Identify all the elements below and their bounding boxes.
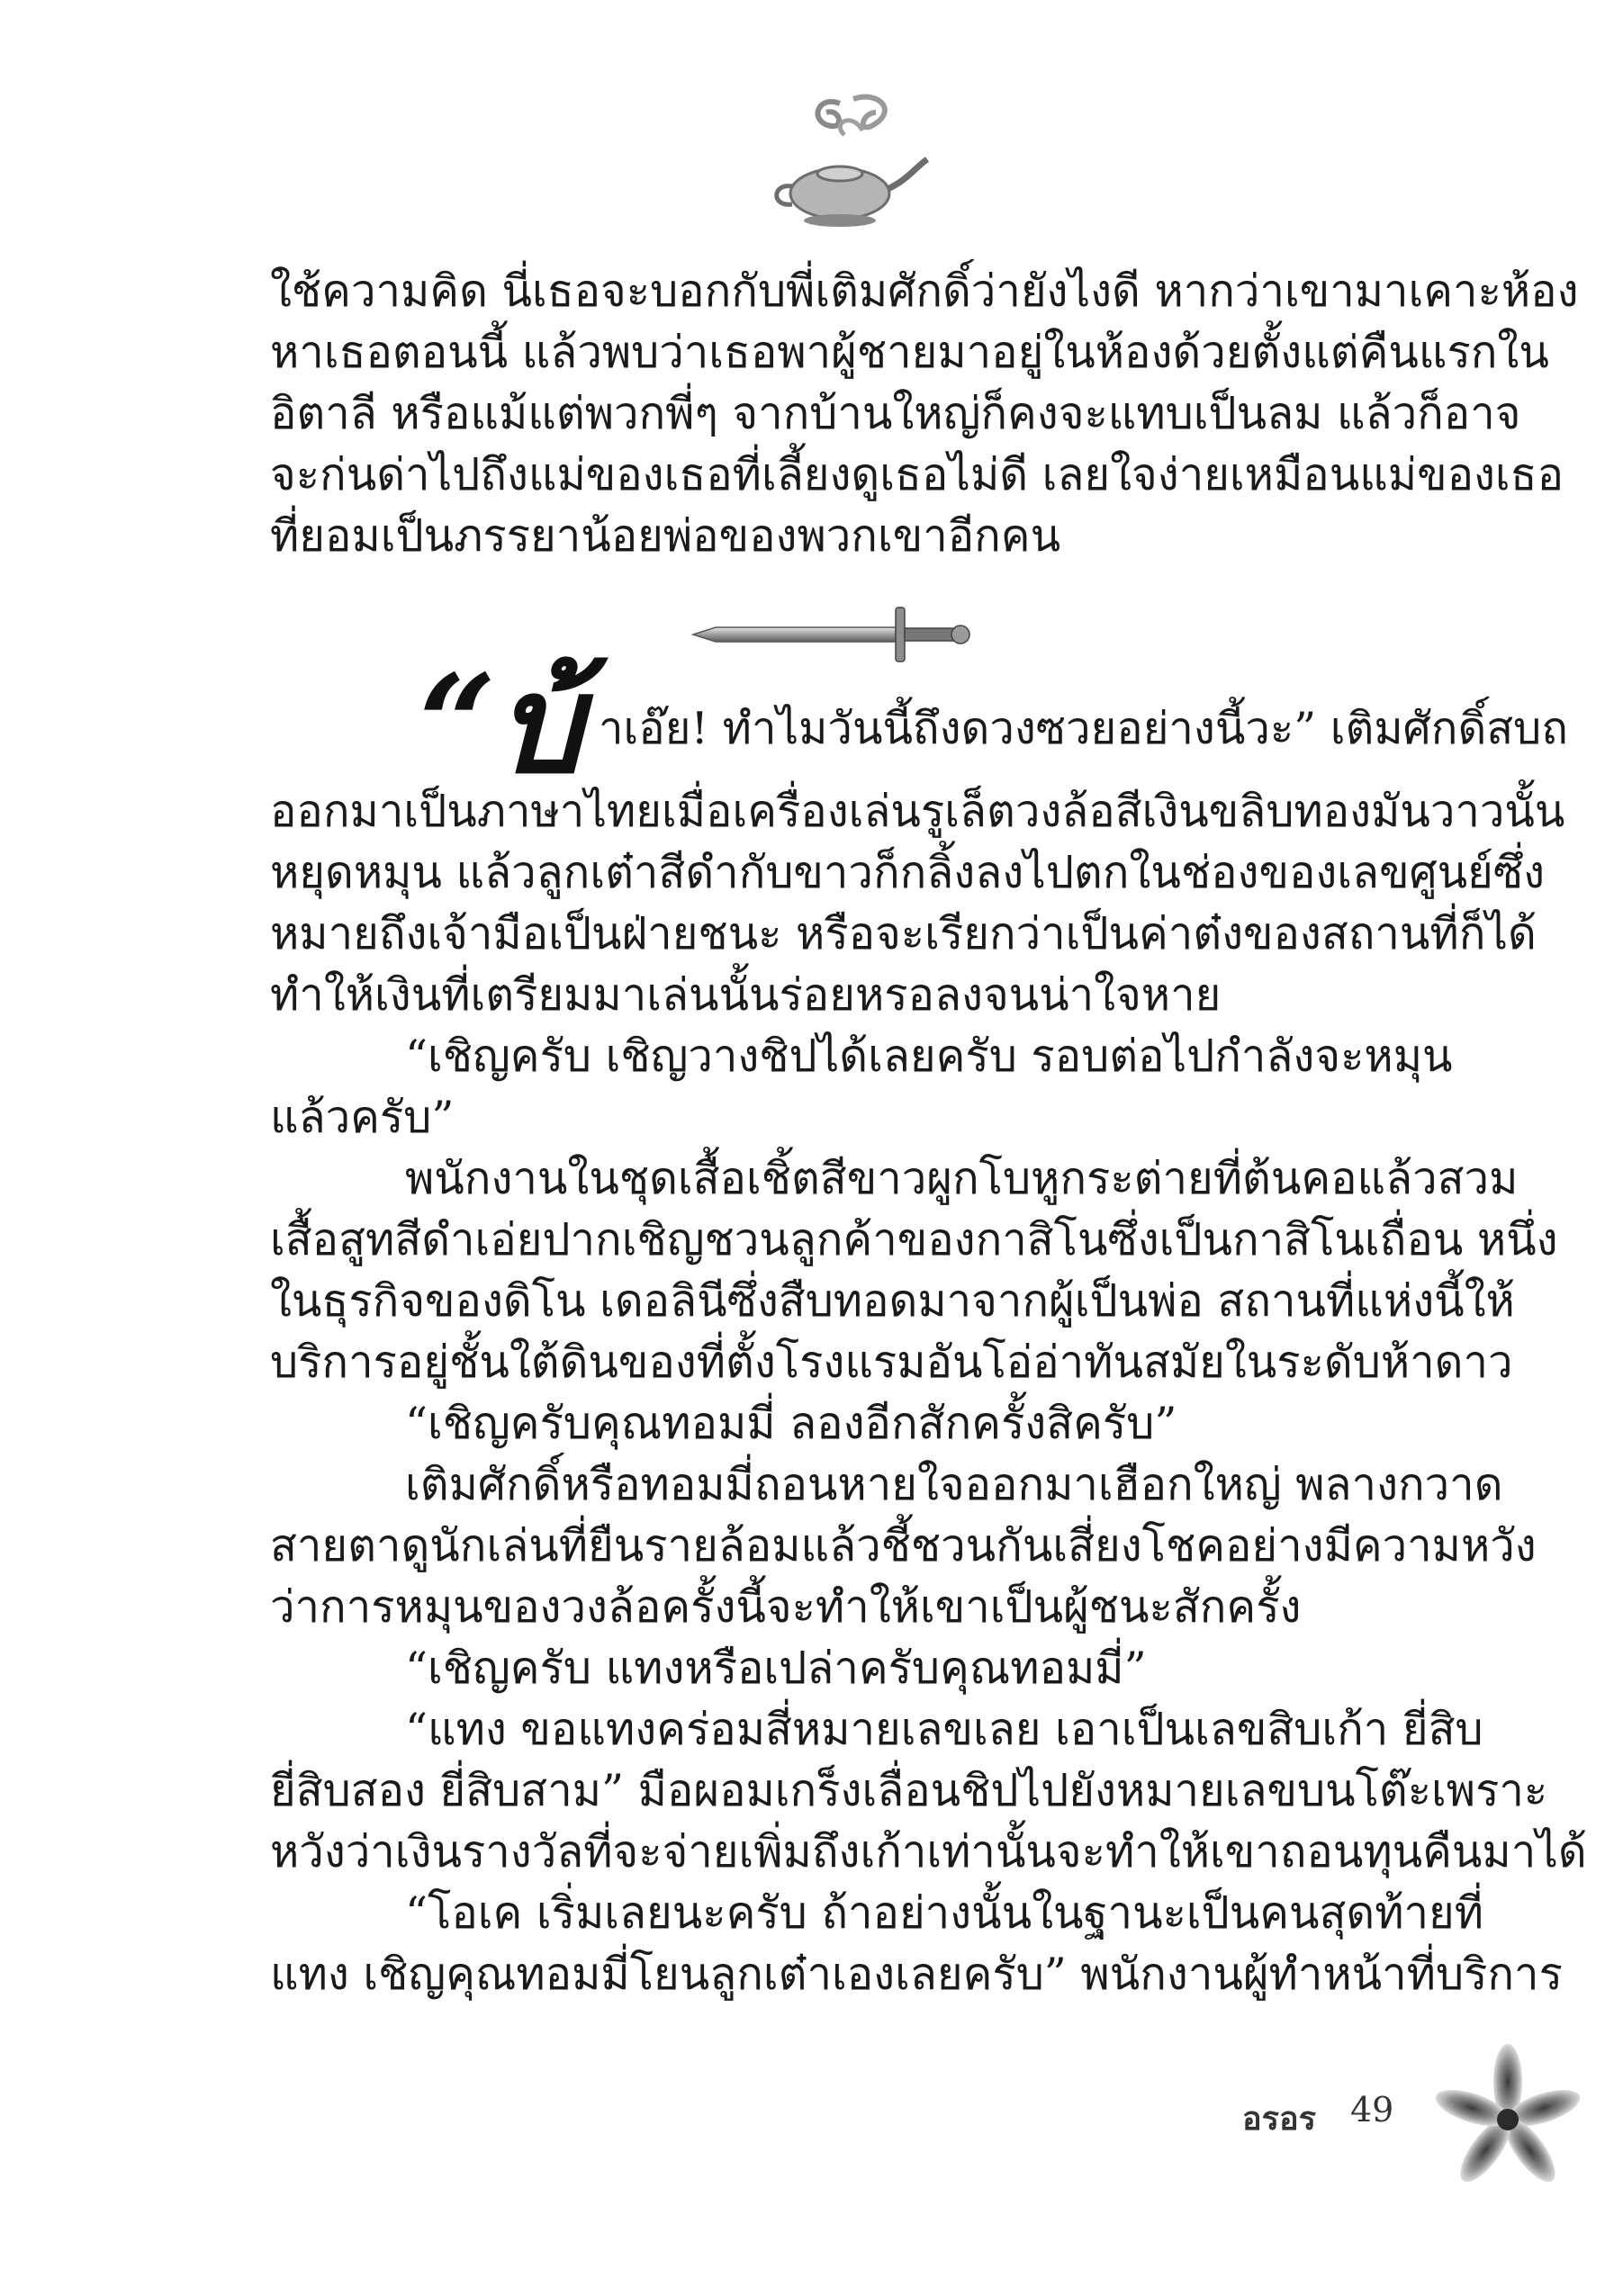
page-number: 49 (1350, 2090, 1394, 2129)
text-line: “เชิญครับ เชิญวางชิปได้เลยครับ รอบต่อไปกำลังจะหมุน (405, 1031, 1453, 1082)
text-line: ยี่สิบสอง ยี่สิบสาม” มือผอมเกร็งเลื่อนชิปไปยังหมายเลขบนโต๊ะเพราะ (270, 1765, 1548, 1816)
text-line: สายตาดูนักเล่นที่ยืนรายล้อมแล้วชี้ชวนกันเสี่ยงโชคอย่างมีความหวัง (270, 1520, 1537, 1571)
text-line: อิตาลี หรือแม้แต่พวกพี่ๆ จากบ้านใหญ่ก็คงจะแทบเป็นลม แล้วก็อาจ (270, 388, 1521, 439)
text-line: “เชิญครับ แทงหรือเปล่าครับคุณทอมมี่” (405, 1643, 1147, 1694)
paragraph-1 (270, 261, 1579, 567)
text-line: ที่ยอมเป็นภรรยาน้อยพ่อของพวกเขาอีกคน (270, 510, 1061, 562)
text-line: ออกมาเป็นภาษาไทยเมื่อเครื่องเล่นรูเล็ตวงล้อสีเงินขลิบทองมันวาวนั้น (270, 786, 1565, 837)
text-line: แทง เชิญคุณทอมมี่โยนลูกเต๋าเองเลยครับ” พนักงานผู้ทำหน้าที่บริการ (270, 1949, 1563, 2000)
flower-ornament-icon (1431, 2043, 1584, 2196)
text-line: หมายถึงเจ้ามือเป็นฝ่ายชนะ หรือจะเรียกว่าเป็นค่าต๋งของสถานที่ก็ได้ (270, 908, 1537, 959)
text-line: ว่าการหมุนของวงล้อครั้งนี้จะทำให้เขาเป็นผู้ชนะสักครั้ง (270, 1581, 1302, 1633)
teapot-ornament-icon (754, 86, 934, 239)
paragraph-2 (270, 781, 1587, 2005)
text-line: บริการอยู่ชั้นใต้ดินของที่ตั้งโรงแรมอันโอ่อ่าทันสมัยในระดับห้าดาว (270, 1337, 1513, 1388)
drop-cap-letter: “บ้ (419, 645, 582, 804)
running-title: อรอร (1242, 2101, 1316, 2138)
text-line: หาเธอตอนนี้ แล้วพบว่าเธอพาผู้ชายมาอยู่ในห้องด้วยตั้งแต่คืนแรกใน (270, 327, 1549, 378)
text-line: แล้วครับ” (270, 1092, 455, 1143)
dropcap-line (419, 645, 1568, 804)
text-line: ในธุรกิจของดิโน เดอลินีซึ่งสืบทอดมาจากผู้เป็นพ่อ สถานที่แห่งนี้ให้ (270, 1275, 1515, 1327)
text-line: “โอเค เริ่มเลยนะครับ ถ้าอย่างนั้นในฐานะเป็นคนสุดท้ายที่ (405, 1887, 1484, 1939)
text-line: ใช้ความคิด นี่เธอจะบอกกับพี่เติมศักดิ์ว่ายังไงดี หากว่าเขามาเคาะห้อง (270, 266, 1579, 317)
text-line: “แทง ขอแทงคร่อมสี่หมายเลขเลย เอาเป็นเลขสิบเก้า ยี่สิบ (405, 1704, 1483, 1755)
text-line: ทำให้เงินที่เตรียมมาเล่นนั้นร่อยหรอลงจนน่าใจหาย (270, 969, 1222, 1021)
text-line: พนักงานในชุดเสื้อเชิ้ตสีขาวผูกโบหูกระต่ายที่ต้นคอแล้วสวม (405, 1153, 1519, 1204)
text-line: เติมศักดิ์หรือทอมมี่ถอนหายใจออกมาเฮือกใหญ่ พลางกวาด (405, 1459, 1503, 1510)
text-line: เสื้อสูทสีดำเอ่ยปากเชิญชวนลูกค้าของกาสิโนซึ่งเป็นกาสิโนเถื่อน หนึ่ง (270, 1214, 1558, 1265)
text-line: หวังว่าเงินรางวัลที่จะจ่ายเพิ่มถึงเก้าเท่านั้นจะทำให้เขาถอนทุนคืนมาได้ (270, 1826, 1587, 1877)
text-line: หยุดหมุน แล้วลูกเต๋าสีดำกับขาวก็กลิ้งลงไปตกในช่องของเลขศูนย์ซึ่ง (270, 847, 1546, 898)
text-line: “เชิญครับคุณทอมมี่ ลองอีกสักครั้งสิครับ” (405, 1398, 1177, 1449)
text-line: จะก่นด่าไปถึงแม่ของเธอที่เลี้ยงดูเธอไม่ดี เลยใจง่ายเหมือนแม่ของเธอ (270, 449, 1564, 500)
drop-cap-rest-text: าเอ๊ย! ทำไมวันนี้ถึงดวงซวยอย่างนี้วะ” เติมศักดิ์สบถ (599, 703, 1568, 754)
